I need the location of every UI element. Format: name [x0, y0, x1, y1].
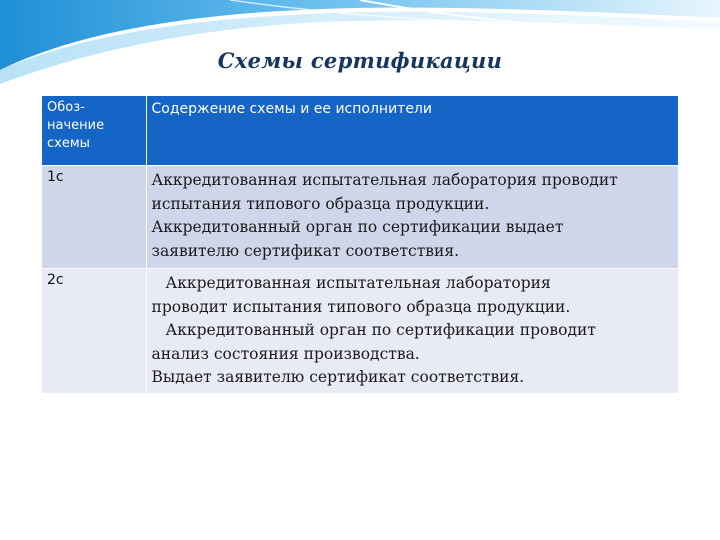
scheme-description: [146, 166, 678, 269]
table-row: [42, 166, 678, 269]
description-line: анализ состояния производства.: [151, 344, 420, 363]
description-line: Аккредитованная испытательная лаборатория проводит: [151, 171, 618, 189]
header-content: Содержение схемы и ее исполнители: [146, 96, 678, 166]
description-line: Аккредитованная испытательная лаборатория: [165, 274, 551, 292]
table-row: [42, 269, 678, 394]
header-designation-text: Обоз- начение схемы: [47, 100, 105, 151]
description-line: Аккредитованный орган по сертификации проводит: [165, 321, 596, 340]
header-designation: [42, 96, 146, 166]
table-header-row: [42, 96, 678, 166]
description-line: Выдает заявителю сертификат соответствия.: [151, 368, 525, 387]
page-title: Схемы сертификации: [217, 48, 503, 73]
description-line: проводит испытания типового образца продукции.: [151, 297, 571, 316]
description-line: заявителю сертификат соответствия.: [151, 241, 460, 260]
description-line: Аккредитованный орган по сертификации выдает: [151, 218, 564, 237]
scheme-code: 1с: [42, 166, 146, 269]
scheme-code: 2с: [42, 269, 146, 394]
scheme-description: [146, 269, 678, 394]
description-line: испытания типового образца продукции.: [151, 194, 490, 213]
certification-schemes-table: [42, 96, 679, 394]
